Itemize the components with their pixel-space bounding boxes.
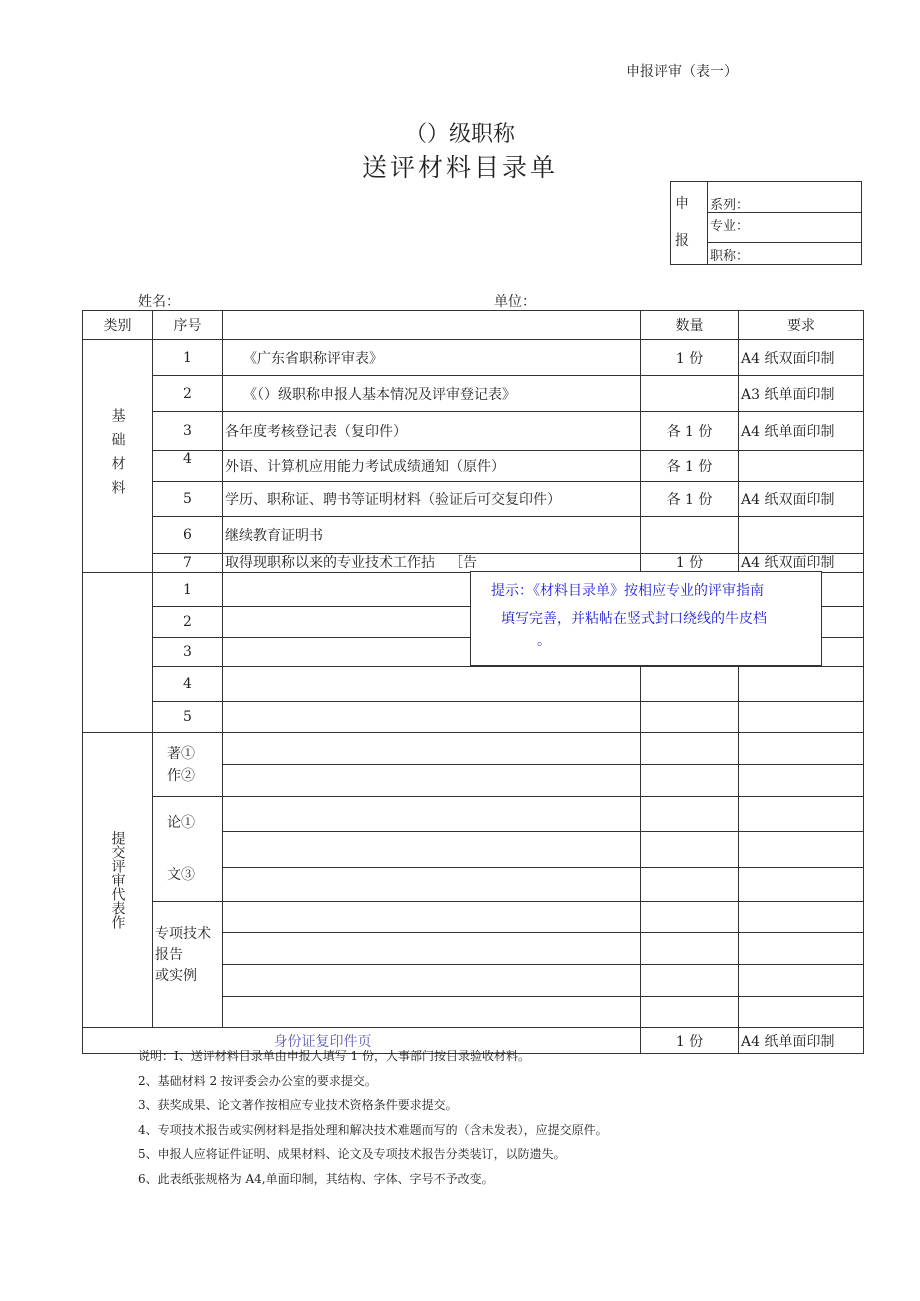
works-label-treatise — [153, 733, 223, 797]
title-line-2: 送评材料目录单 — [361, 153, 558, 182]
materials-table — [82, 310, 864, 1054]
series-field[interactable]: 系列： — [708, 182, 861, 213]
note-item: 5、申报人应将证件证明、成果材料、论文及专项技术报告分类装订，以防遗失。 — [138, 1147, 566, 1162]
table-row — [83, 733, 864, 765]
row-number: 2 — [153, 376, 223, 412]
row-item: 外语、计算机应用能力考试成绩通知（原件） — [223, 451, 641, 482]
row-requirement[interactable] — [739, 867, 864, 901]
row-item[interactable] — [223, 997, 641, 1028]
row-requirement[interactable] — [739, 997, 864, 1028]
tip-box — [470, 571, 822, 666]
works-label-line: 著① — [167, 745, 195, 762]
label-bao: 报 — [675, 233, 689, 249]
row-number: 4 — [153, 667, 223, 702]
row-requirement: A4 纸双面印制 — [739, 482, 864, 517]
id-copy-text: 身份证复印件页 — [273, 1033, 372, 1050]
note-item: 6、此表纸张规格为 A4,单面印制，其结构、字体、字号不予改变。 — [138, 1171, 494, 1186]
row-quantity[interactable] — [641, 702, 739, 733]
header-number: 序号 — [153, 311, 223, 340]
tip-line-3: 。 — [537, 633, 551, 649]
works-label-line: 论① — [167, 815, 195, 831]
header-note: 申报评审（表一） — [626, 64, 738, 80]
header-item — [223, 311, 641, 340]
row-requirement[interactable] — [739, 797, 864, 832]
row-quantity[interactable] — [641, 965, 739, 997]
major-field[interactable]: 专业： — [708, 213, 861, 243]
row-item[interactable] — [223, 832, 641, 867]
works-label-line: 作② — [167, 767, 195, 784]
unit-label: 单位： — [494, 294, 536, 310]
note-item: 2、基础材料 2 按评委会办公室的要求提交。 — [138, 1073, 377, 1088]
row-item[interactable] — [223, 733, 641, 765]
row-item[interactable] — [223, 667, 641, 702]
row-requirement: A4 纸单面印制 — [739, 1028, 864, 1054]
row-requirement[interactable] — [739, 933, 864, 965]
works-category-label: 提交评审代表作 — [109, 831, 126, 929]
row-number: 2 — [153, 607, 223, 638]
row-quantity — [641, 517, 739, 554]
row-requirement: A4 纸单面印制 — [739, 412, 864, 451]
row-quantity: 各 1 份 — [641, 482, 739, 517]
works-label-line: 专项技术 — [155, 926, 211, 942]
works-category-cell — [83, 733, 153, 1028]
row-item: 《（）级职称申报人基本情况及评审登记表》 — [223, 376, 641, 412]
row-number: 1 — [153, 340, 223, 376]
row-number: 5 — [153, 702, 223, 733]
row-item[interactable] — [223, 933, 641, 965]
table-row — [83, 451, 864, 482]
applicant-label-column — [671, 182, 708, 264]
table-row — [83, 797, 864, 832]
title-line-1: （）级职称 — [404, 122, 515, 147]
table-row — [83, 376, 864, 412]
row-quantity[interactable] — [641, 797, 739, 832]
row-item: 各年度考核登记表（复印件） — [223, 412, 641, 451]
row-item[interactable] — [223, 965, 641, 997]
works-label-line: 或实例 — [155, 968, 197, 984]
row-quantity[interactable] — [641, 832, 739, 867]
works-label-line: 报告 — [155, 947, 183, 963]
row-item: 学历、职称证、聘书等证明材料（验证后可交复印件） — [223, 482, 641, 517]
basic-category-label: 基础材料 — [109, 408, 126, 504]
row-item[interactable] — [223, 702, 641, 733]
note-item: 4、专项技术报告或实例材料是指处理和解决技术难题而写的（含未发表），应提交原件。 — [138, 1122, 608, 1137]
row-quantity[interactable] — [641, 667, 739, 702]
table-row — [83, 554, 864, 573]
row-quantity[interactable] — [641, 997, 739, 1028]
table-row — [83, 482, 864, 517]
row-number: 6 — [153, 517, 223, 554]
works-label-paper — [153, 797, 223, 902]
row-quantity[interactable] — [641, 933, 739, 965]
row-item — [223, 554, 641, 573]
table-row — [83, 517, 864, 554]
row-requirement[interactable] — [739, 965, 864, 997]
works-label-report — [153, 902, 223, 1028]
row-item: 《广东省职称评审表》 — [223, 340, 641, 376]
label-shen: 申 — [675, 196, 689, 212]
tip-line-2: 填写完善，并粘帖在竖式封口绕线的牛皮档 — [501, 611, 767, 627]
note-item: 说明：I、送评材料目录单由申报人填写 1 份，人事部门按目录验收材料。 — [138, 1049, 531, 1063]
row-requirement[interactable] — [739, 733, 864, 765]
row-requirement: A3 纸单面印制 — [739, 376, 864, 412]
row-quantity: 1 份 — [641, 1028, 739, 1054]
row-quantity[interactable] — [641, 765, 739, 797]
row-number: 3 — [153, 412, 223, 451]
row-number: 5 — [153, 482, 223, 517]
row-number: 4 — [153, 451, 223, 482]
title-field[interactable]: 职称： — [710, 249, 750, 264]
table-row — [83, 667, 864, 702]
row-quantity: 1 份 — [641, 340, 739, 376]
table-header-row — [83, 311, 864, 340]
row-number: 3 — [153, 638, 223, 667]
row-quantity[interactable] — [641, 733, 739, 765]
row-number: 7 — [153, 554, 223, 573]
row-item[interactable] — [223, 867, 641, 901]
row-item[interactable] — [223, 765, 641, 797]
row-item-text: 取得现职称以来的专业技术工作拈 — [225, 555, 435, 571]
row-requirement[interactable] — [739, 832, 864, 867]
row-quantity: 1 份 — [641, 554, 739, 573]
row-requirement[interactable] — [739, 667, 864, 702]
note-item: 3、获奖成果、论文著作按相应专业技术资格条件要求提交。 — [138, 1098, 458, 1113]
applicant-info-box — [670, 181, 862, 265]
row-quantity: 各 1 份 — [641, 412, 739, 451]
row-requirement — [739, 517, 864, 554]
row-item-extra: ［告 — [449, 555, 477, 571]
row-requirement[interactable] — [739, 902, 864, 933]
row-item: 继续教育证明书 — [223, 517, 641, 554]
header-requirement: 要求 — [739, 311, 864, 340]
header-category: 类别 — [83, 311, 153, 340]
table-row — [83, 340, 864, 376]
row-number: 1 — [153, 573, 223, 607]
row-requirement: A4 纸双面印制 — [739, 554, 864, 573]
row-quantity: 各 1 份 — [641, 451, 739, 482]
table-row — [83, 702, 864, 733]
row-quantity — [641, 376, 739, 412]
row-quantity[interactable] — [641, 902, 739, 933]
table-row — [83, 412, 864, 451]
second-category-cell — [83, 573, 153, 733]
row-item[interactable] — [223, 797, 641, 832]
row-requirement[interactable] — [739, 765, 864, 797]
basic-category-cell — [83, 340, 153, 573]
row-requirement: A4 纸双面印制 — [739, 340, 864, 376]
row-requirement — [739, 451, 864, 482]
tip-line-1: 提示：《材料目录单》按相应专业的评审指南 — [491, 583, 764, 599]
row-requirement[interactable] — [739, 702, 864, 733]
row-item[interactable] — [223, 902, 641, 933]
table-row — [83, 902, 864, 933]
works-label-line: 文③ — [167, 867, 195, 883]
name-label: 姓名： — [138, 294, 180, 310]
header-quantity: 数量 — [641, 311, 739, 340]
row-quantity[interactable] — [641, 867, 739, 901]
notes-section — [138, 1044, 608, 1192]
